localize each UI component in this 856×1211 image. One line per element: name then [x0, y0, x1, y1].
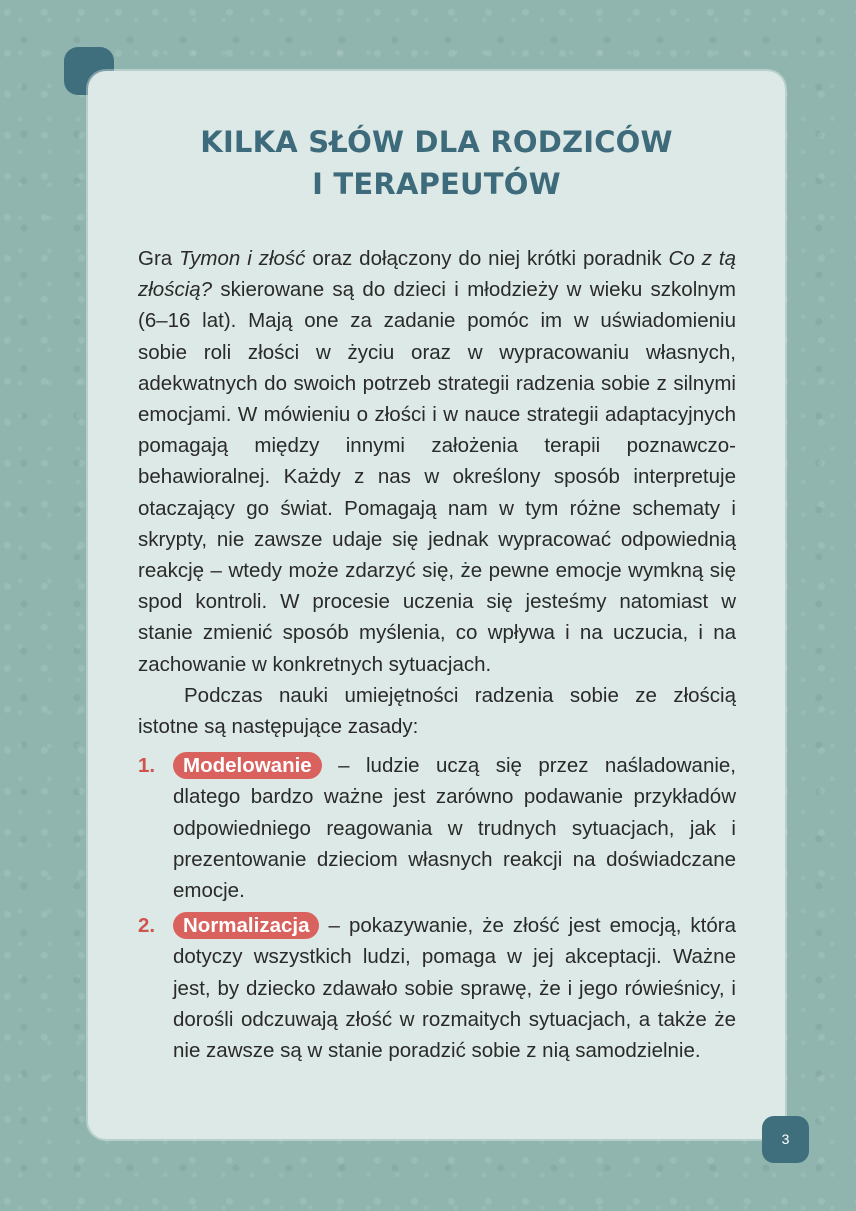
- list-item-text: – pokazywanie, że złość jest emocją, która dotyczy wszystkich ludzi, pomaga w jej akceptacji. Ważne jest, by dziecko zdawało sobie sprawę, że i jego rówieśnicy, i dorośli odczuwają złość w rozmaitych sytuacjach, a także że nie zawsze są w stanie poradzić sobie z nią samodzielnie.: [173, 914, 736, 1063]
- body-text: [138, 243, 736, 1070]
- guide-title: Co z tą złością?: [138, 247, 736, 302]
- principles-intro: Podczas nauki umiejętności radzenia sobie ze złością istotne są następujące zasady:: [138, 683, 736, 739]
- list-number: 1.: [138, 754, 156, 778]
- page-number-badge: 3: [762, 1116, 809, 1163]
- content-card: [88, 71, 785, 1139]
- list-item-text: – ludzie uczą się przez naśladowanie, dlatego bardzo ważne jest zarówno podawanie przykładów odpowiedniego reagowania w trudnych sytuacjach, jak i prezentowanie dzieciom własnych reakcji na doświadczane emocje.: [173, 754, 736, 903]
- list-item: [138, 750, 736, 906]
- list-item: [138, 910, 736, 1066]
- title-line-2: I TERAPEUTÓW: [312, 167, 561, 201]
- game-title: Tymon i złość: [179, 247, 306, 270]
- term-badge: Normalizacja: [173, 912, 319, 939]
- title-line-1: KILKA SŁÓW DLA RODZICÓW: [200, 125, 673, 159]
- list-number: 2.: [138, 914, 156, 938]
- principles-list: [138, 750, 736, 1066]
- page-title: [88, 121, 785, 205]
- term-badge: Modelowanie: [173, 752, 322, 779]
- intro-paragraph: Gra Tymon i złość oraz dołączony do niej krótki poradnik Co z tą złością? skierowane są do dzieci i młodzieży w wieku szkolnym (6–16 lat). Mają one za zadanie pomóc im w uświadomieniu sobie roli złości w życiu oraz w wypracowaniu własnych, adekwatnych do swoich potrzeb strategii radzenia sobie z silnymi emocjami. W mówieniu o złości i w nauce strategii adaptacyjnych pomagają między innymi założenia terapii poznawczo-behawioralnej. Każdy z nas w określony sposób interpretuje otaczający go świat. Pomagają nam w tym różne schematy i skrypty, nie zawsze udaje się jednak wypracować odpowiednią reakcję – wtedy może zdarzyć się, że pewne emocje wymkną się spod kontroli. W procesie uczenia się jesteśmy natomiast w stanie zmienić sposób myślenia, co wpływa i na uczucia, i na zachowanie w konkretnych sytuacjach.: [138, 247, 736, 676]
